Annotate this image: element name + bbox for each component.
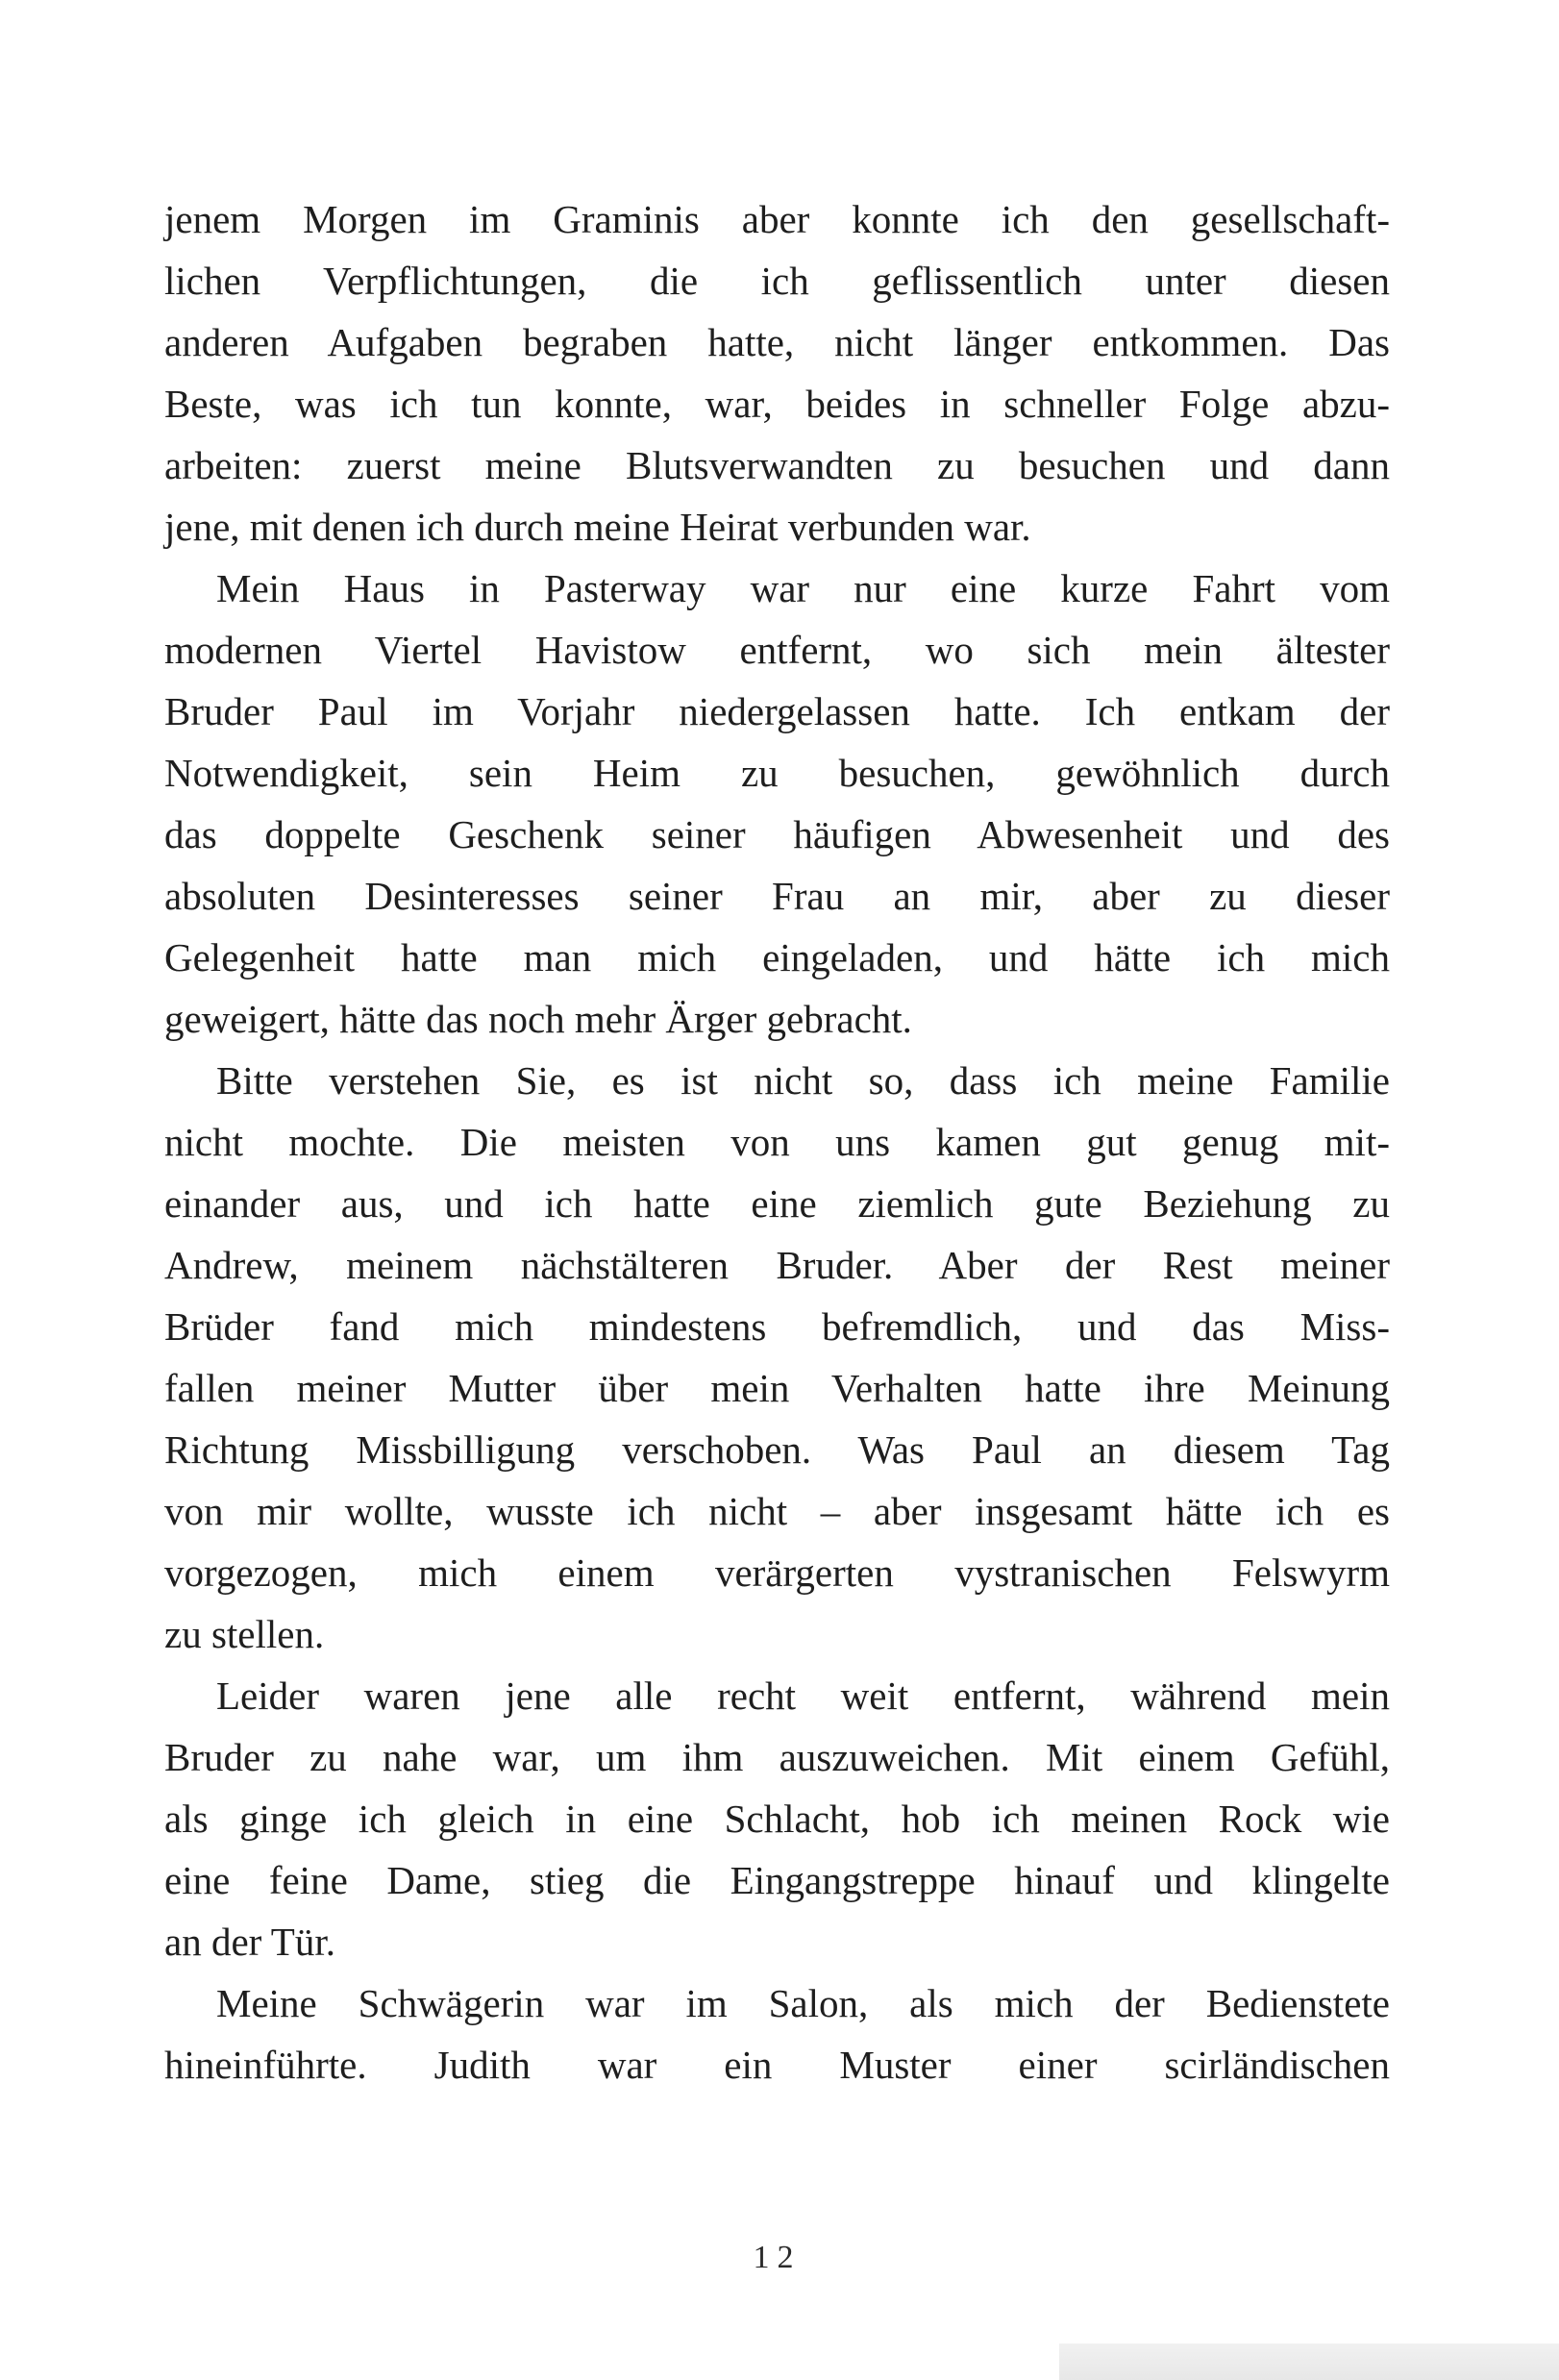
text-line: Notwendigkeit, sein Heim zu besuchen, gewöhnlich durch (164, 751, 1390, 795)
text-line: anderen Aufgaben begraben hatte, nicht länger entkommen. Das (164, 320, 1390, 364)
paragraph (164, 1050, 1390, 1665)
text-line: jene, mit denen ich durch meine Heirat verbunden war. (164, 505, 1031, 549)
text-line: Bruder Paul im Vorjahr niedergelassen hatte. Ich entkam der (164, 689, 1390, 733)
page-number: 12 (753, 2240, 802, 2275)
page-corner-shade (1059, 2343, 1559, 2380)
text-line: geweigert, hätte das noch mehr Ärger gebracht. (164, 997, 912, 1041)
text-line: arbeiten: zuerst meine Blutsverwandten zu besuchen und dann (164, 443, 1390, 487)
paragraph (164, 188, 1390, 558)
text-line: Bruder zu nahe war, um ihm auszuweichen. Mit einem Gefühl, (164, 1735, 1390, 1779)
text-line: vorgezogen, mich einem verärgerten vystranischen Felswyrm (164, 1550, 1390, 1595)
text-line: als ginge ich gleich in eine Schlacht, hob ich meinen Rock wie (164, 1797, 1390, 1841)
text-line: Richtung Missbilligung verschoben. Was Paul an diesem Tag (164, 1427, 1390, 1472)
text-line: Meine Schwägerin war im Salon, als mich der Bedienstete (216, 1981, 1390, 2025)
text-line: Mein Haus in Pasterway war nur eine kurze Fahrt vom (216, 566, 1390, 610)
text-line: hineinführte. Judith war ein Muster einer scirländischen (164, 2043, 1390, 2087)
text-line: das doppelte Geschenk seiner häufigen Abwesenheit und des (164, 812, 1390, 856)
text-line: Bitte verstehen Sie, es ist nicht so, dass ich meine Familie (216, 1058, 1390, 1103)
text-line: Leider waren jene alle recht weit entfernt, während mein (216, 1673, 1390, 1718)
paragraph (164, 558, 1390, 1050)
text-line: modernen Viertel Havistow entfernt, wo sich mein ältester (164, 628, 1390, 672)
text-line: lichen Verpflichtungen, die ich geflissentlich unter diesen (164, 259, 1390, 303)
text-line: Beste, was ich tun konnte, war, beides in schneller Folge abzu- (164, 382, 1390, 426)
paragraph (164, 1972, 1390, 2095)
text-line: an der Tür. (164, 1920, 335, 1964)
text-line: nicht mochte. Die meisten von uns kamen gut genug mit- (164, 1120, 1390, 1164)
text-line: Gelegenheit hatte man mich eingeladen, und hätte ich mich (164, 935, 1390, 979)
text-line: Brüder fand mich mindestens befremdlich, und das Miss- (164, 1304, 1390, 1349)
text-line: einander aus, und ich hatte eine ziemlich gute Beziehung zu (164, 1181, 1390, 1226)
text-line: absoluten Desinteresses seiner Frau an mir, aber zu dieser (164, 874, 1390, 918)
text-line: jenem Morgen im Graminis aber konnte ich den gesellschaft- (164, 197, 1390, 241)
text-line: von mir wollte, wusste ich nicht – aber insgesamt hätte ich es (164, 1489, 1390, 1533)
text-line: zu stellen. (164, 1612, 325, 1656)
text-line: eine feine Dame, stieg die Eingangstreppe hinauf und klingelte (164, 1858, 1390, 1902)
text-line: fallen meiner Mutter über mein Verhalten hatte ihre Meinung (164, 1366, 1390, 1410)
text-block (164, 188, 1390, 2095)
text-line: Andrew, meinem nächstälteren Bruder. Aber der Rest meiner (164, 1243, 1390, 1287)
paragraph (164, 1665, 1390, 1972)
